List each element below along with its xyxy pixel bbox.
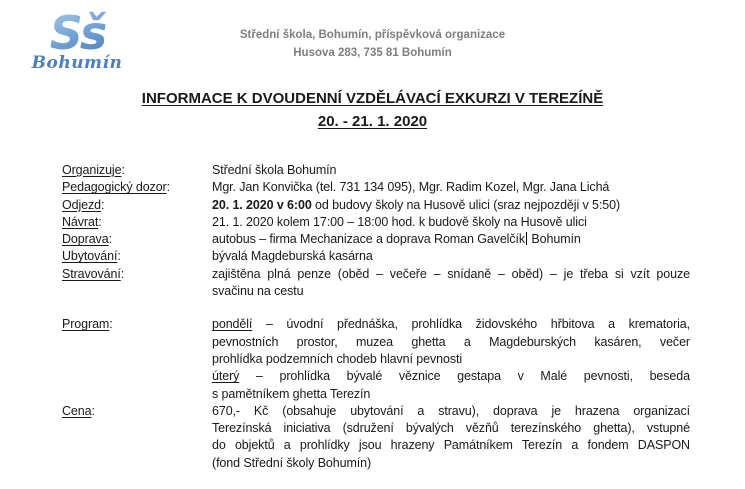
program-tuesday-label: úterý [212,369,240,384]
row-supervision-value: Mgr. Jan Konvička (tel. 731 134 095), Mgr. Radim Kozel, Mgr. Jana Lichá [212,180,610,195]
program-monday-label: pondělí [212,317,253,332]
row-price-label: Cena: [62,403,95,418]
row-return-label: Návrat: [62,214,102,229]
price-line-3: do objektů a prohlídky jsou hrazeny Památníkem Terezín a fondem DASPON [212,438,690,453]
row-meals-label: Stravování: [62,266,125,281]
text-cursor[interactable] [526,232,527,245]
row-accommodation [62,248,690,265]
row-transport-value: autobus – firma Mechanizace a doprava Roman Gavelčík Bohumín [212,232,581,247]
meals-line-1: zajištěna plná penze (oběd – večeře – snídaně – oběd) – je třeba si vzít pouze [212,266,690,281]
price-line-2: Terezínská iniciativa (sdružení bývalých vězňů terezínského ghetta), vstupné [212,421,690,436]
program-monday-line-1: pondělí – úvodní přednáška, prohlídka židovského hřbitova a krematoria, [212,317,690,332]
row-meals [62,266,690,301]
program-monday-line-2: pevnostních prostor, muzea ghetta a Magdeburských kasáren, večer [212,334,690,349]
row-departure-value: 20. 1. 2020 v 6:00 od budovy školy na Husově ulici (sraz nejpozději v 5:50) [212,197,621,212]
logo-city-label: Bohumín [31,53,123,73]
row-program-label: Program: [62,317,113,332]
program-monday-line-3: prohlídka podzemních chodeb hlavní pevnosti [212,351,463,366]
row-supervision-label: Pedagogický dozor: [62,180,170,195]
school-name: Střední škola, Bohumín, příspěvková organizace [239,29,506,41]
row-meals-value [212,266,690,301]
meals-line-2: svačinu na cestu [212,284,304,299]
logo-acronym: Sš [22,10,132,56]
program-tuesday-line-1: úterý – prohlídka bývalé věznice gestapa v Malé pevnosti, beseda [212,369,690,384]
row-transport [62,231,690,248]
row-price-value [212,403,690,472]
departure-time-bold: 20. 1. 2020 v 6:00 [212,197,312,212]
row-accommodation-value: bývalá Magdeburská kasárna [212,249,373,264]
price-line-1: 670,- Kč (obsahuje ubytování a stravu), doprava je hrazena organizací [212,403,690,418]
row-price [62,403,690,472]
letterhead [0,26,745,62]
row-program-value [212,316,690,402]
row-departure [62,197,690,214]
row-program [62,316,690,402]
details-table [62,162,690,472]
price-line-4: (fond Střední školy Bohumín) [212,455,372,470]
title-line-1: INFORMACE K DVOUDENNÍ VZDĚLÁVACÍ EXKURZI V TEREZÍNĚ [141,90,604,107]
document-title [0,87,745,133]
row-supervision [62,179,690,196]
program-tuesday-line-2: s pamětníkem ghetta Terezín [212,386,371,401]
row-return-value: 21. 1. 2020 kolem 17:00 – 18:00 hod. k budově školy na Husově ulici [212,214,587,229]
row-organizer [62,162,690,179]
row-accommodation-label: Ubytování: [62,249,121,264]
school-address: Husova 283, 735 81 Bohumín [293,47,452,59]
row-transport-label: Doprava: [62,232,112,247]
title-line-2: 20. - 21. 1. 2020 [317,113,428,130]
row-organizer-label: Organizuje: [62,163,125,177]
row-return [62,214,690,231]
row-organizer-value: Střední škola Bohumín [212,163,337,177]
row-departure-label: Odjezd: [62,197,105,212]
